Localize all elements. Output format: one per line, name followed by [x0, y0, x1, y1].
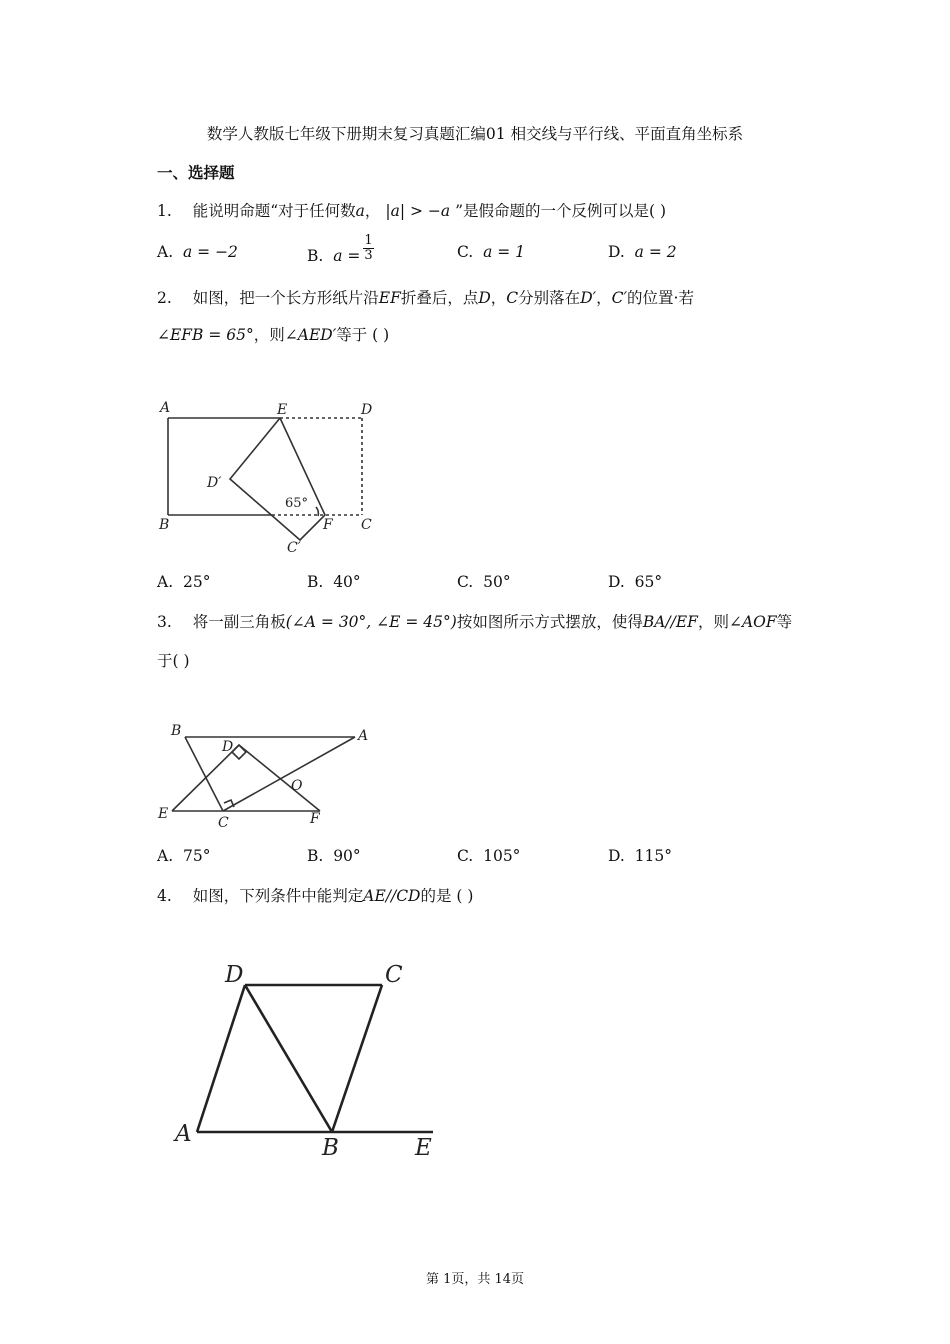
label-c: C — [218, 815, 229, 831]
figure-q4 — [165, 955, 455, 1170]
math-var: C′ — [611, 289, 628, 307]
option-label: A. — [157, 573, 174, 591]
question-text: 折叠后，点 — [400, 289, 479, 307]
question-text: 如图，下列条件中能判定 — [192, 887, 364, 905]
question-text: 能说明命题“对于任何数 — [192, 202, 356, 220]
question-text: 等于 ( ) — [336, 326, 390, 344]
label-b: B — [159, 517, 170, 533]
label-d: D — [222, 739, 234, 755]
option-a[interactable] — [157, 573, 210, 591]
fraction-numerator: 1 — [364, 233, 373, 248]
question-number: 3. — [157, 613, 172, 631]
label-c: C — [385, 962, 403, 988]
option-label: B. — [307, 573, 324, 591]
option-value: 65° — [634, 573, 663, 591]
question-text: ， — [490, 289, 507, 307]
option-label: B. — [307, 247, 324, 266]
option-value: 115° — [634, 847, 673, 865]
option-b[interactable] — [307, 847, 361, 865]
label-b: B — [322, 1135, 339, 1161]
label-c-prime: C′ — [287, 540, 301, 556]
math-var: D — [478, 289, 491, 307]
option-a[interactable] — [157, 847, 210, 865]
question-3-line-2: 于( ) — [157, 652, 190, 670]
math-var: EF — [378, 289, 401, 307]
option-b[interactable] — [307, 233, 374, 266]
label-a: A — [160, 400, 171, 416]
question-2 — [157, 286, 694, 308]
label-b: B — [171, 723, 182, 739]
label-d-prime: D′ — [207, 475, 222, 491]
question-2-line-2 — [157, 323, 389, 345]
question-4 — [157, 884, 473, 906]
math-expression: ∠AOF — [728, 613, 777, 631]
label-e: E — [158, 806, 169, 822]
option-value: a = 1 — [483, 243, 526, 261]
label-d: D — [225, 962, 244, 988]
question-text: 的是 ( ) — [420, 887, 474, 905]
question-text: ， — [596, 289, 612, 307]
option-c[interactable] — [457, 573, 511, 591]
option-label: A. — [157, 243, 174, 261]
math-var: a — [355, 202, 365, 220]
angle-label: 65° — [285, 496, 309, 511]
math-expression: ∠AED′ — [284, 326, 337, 344]
math-var: C — [506, 289, 519, 307]
figure-q3 — [150, 717, 385, 832]
question-number: 2. — [157, 289, 172, 307]
figure-q2 — [150, 395, 390, 560]
option-value: 90° — [333, 847, 361, 865]
option-d[interactable] — [608, 243, 677, 261]
fraction — [363, 234, 373, 262]
math-expression: BA//EF — [642, 613, 698, 631]
option-a[interactable] — [157, 243, 238, 261]
label-a: A — [358, 728, 369, 744]
option-value: 75° — [182, 847, 211, 865]
label-a: A — [175, 1121, 192, 1147]
math-expression: AE//CD — [363, 887, 421, 905]
question-number: 4. — [157, 887, 172, 905]
option-label: C. — [457, 847, 474, 865]
option-label: D. — [608, 573, 625, 591]
label-o: O — [291, 778, 303, 794]
question-text: ，则 — [253, 326, 285, 344]
option-label: C. — [457, 573, 474, 591]
label-d: D — [361, 402, 373, 418]
question-text: ， — [364, 202, 381, 220]
option-b[interactable] — [307, 573, 361, 591]
label-f: F — [310, 811, 320, 827]
label-f: F — [323, 517, 333, 533]
question-3 — [157, 610, 792, 632]
option-value: 40° — [333, 573, 361, 591]
page-title: 数学人教版七年级下册期末复习真题汇编01 相交线与平行线、平面直角坐标系 — [206, 125, 744, 143]
option-c[interactable] — [457, 243, 525, 261]
option-value: a = −2 — [182, 243, 238, 261]
option-label: D. — [608, 847, 625, 865]
page-footer: 第 1页，共 14页 — [425, 1272, 525, 1287]
label-c: C — [361, 517, 372, 533]
question-text: 的位置·若 — [627, 289, 694, 307]
question-1 — [157, 199, 666, 221]
question-text: 将一副三角板 — [192, 613, 286, 631]
option-d[interactable] — [608, 847, 672, 865]
section-heading: 一、选择题 — [157, 163, 235, 182]
question-text: ”是假命题的一个反例可以是( ) — [455, 202, 667, 220]
math-var: D′ — [580, 289, 597, 307]
option-value: a = 2 — [634, 243, 677, 261]
option-value: 25° — [182, 573, 211, 591]
question-number: 1. — [157, 202, 172, 220]
label-e: E — [415, 1135, 432, 1161]
option-label: D. — [608, 243, 625, 261]
option-value: 105° — [483, 847, 521, 865]
option-value: 50° — [483, 573, 511, 591]
option-value: a = — [333, 247, 361, 266]
option-d[interactable] — [608, 573, 662, 591]
question-text: 等 — [776, 613, 793, 631]
math-expression: (∠A = 30°, ∠E = 45°) — [285, 613, 457, 631]
question-text: 按如图所示方式摆放，使得 — [456, 613, 643, 631]
fraction-denominator: 3 — [364, 247, 373, 263]
label-e: E — [277, 402, 288, 418]
math-expression: ∠EFB = 65° — [157, 326, 254, 344]
question-text: 分别落在 — [518, 289, 581, 307]
option-c[interactable] — [457, 847, 520, 865]
option-label: C. — [457, 243, 474, 261]
option-label: B. — [307, 847, 324, 865]
math-expression: |a| > −a — [385, 202, 451, 220]
option-label: A. — [157, 847, 174, 865]
question-text: ，则 — [697, 613, 729, 631]
question-text: 如图，把一个长方形纸片沿 — [192, 289, 379, 307]
